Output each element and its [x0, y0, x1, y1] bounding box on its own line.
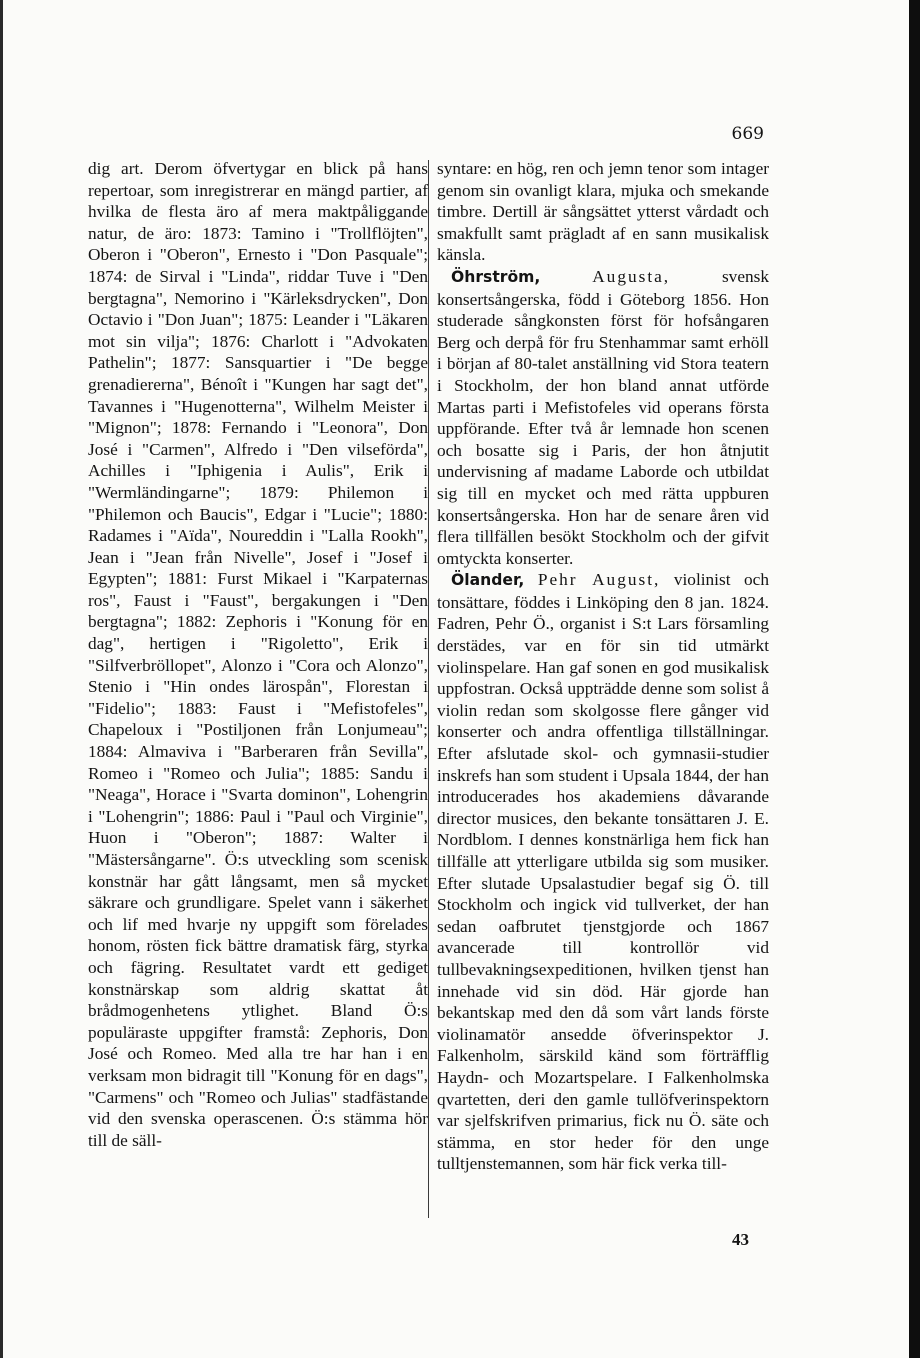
entry-olander-given: Pehr August,	[537, 570, 661, 590]
entry-olander-text: violinist och tonsättare, föddes i Linköping den 8 jan. 1824. Fadren, Pehr Ö., organist i S:t Lars församling derstädes, var en för sin tid utmärkt violinspelare. Han gaf sonen en god musikalisk uppfostran. Också uppträdde denne som solist å violin redan som skolgosse flere gånger vid konserter och andra offentliga tillställningar. Efter afslutade skol- och gymnasii-studier inskrefs han som student i Upsala 1844, der han introducerades hos akademiens dåvarande director musices, den bekante tonsättaren J. E. Nordblom. I dennes konstnärliga hem fick han tillfälle att ytterligare utbilda sig som musiker. Efter slutade Upsalastudier begaf sig Ö. till Stockholm och ingick vid tullverket, der han sedan oafbrutet tjenstgjorde och 1867 avancerade till kontrollör vid tullbevakningsexpeditionen, hvilken tjenst han innehade vid sin död. Här gjorde han bekantskap med den då som vårt lands förste violinamatör ansedde öfverinspektor J. Falkenholm, särskild känd som förträfflig Haydn- och Mozartspelare. I Falkenholmska qvartetten, deri den gamle tullöfverinspektorn var sjelfskrifven primarius, fick nu Ö. säte och stämma, en stor heder för den unge tulltjenstemannen, som här fick verka till-	[437, 570, 769, 1174]
left-column	[88, 158, 428, 1151]
entry-ohrstrom-surname: Öhrström,	[451, 267, 541, 286]
column-divider	[428, 160, 429, 1218]
signature-mark: 43	[732, 1230, 749, 1249]
scan-edge-right	[909, 0, 920, 1358]
scan-edge-left	[0, 0, 3, 1358]
entry-ohrstrom-given: Augusta,	[592, 266, 671, 286]
entry-ohrstrom-text: svensk konsertsångerska, född i Göteborg 1856. Hon studerade sångkonsten först för hofsångaren Berg och derpå för fru Stenhammar samt erhöll i början af 80-talet anställning vid Stora teatern i Stockholm, der hon bland annat utförde Martas parti i Mefistofeles vid operans första uppförande. Efter två år lemnade hon scenen och bosatte sig i Paris, der hon åtnjutit undervisning af madame Laborde och utbildat sig till en mycket och med rätta uppburen konsertsångerska. Hon har de senare åren vid flera tillfällen besökt Stockholm och der gifvit omtyckta konserter.	[437, 266, 769, 568]
entry-olander	[437, 569, 769, 1175]
left-column-text: dig art. Derom öfvertygar en blick på hans repertoar, som inregistrerar en mängd partier, af hvilka de flesta äro af mera maktpåliggande natur, de äro: 1873: Tamino i "Trollflöjten", Oberon i "Oberon", Ernesto i "Don Pasquale"; 1874: de Sirval i "Linda", riddar Tuve i "Den bergtagna", Nemorino i "Kärleksdrycken", Don Octavio i "Don Juan"; 1875: Leander i "Läkaren mot sin vilja"; 1876: Charlott i "Advokaten Pathelin"; 1877: Sansquartier i "De begge grenadiererna", Bénoît i "Kungen har sagt det", Tavannes i "Hugenotterna", Wilhelm Meister i "Mignon"; 1878: Fernando i "Leonora", Don José i "Carmen", Alfredo i "Den vilseförda", Achilles i "Iphigenia i Aulis", Erik i "Wermländingarne"; 1879: Philemon i "Philemon och Baucis", Edgar i "Lucie"; 1880: Radames i "Aïda", Noureddin i "Lalla Rookh", Jean i "Jean från Nivelle", Josef i "Josef i Egypten"; 1881: Furst Mikael i "Karpaternas ros", Faust i "Faust", bergakungen i "Den bergtagna"; 1882: Zephoris i "Konung för en dag", hertigen i "Rigoletto", Erik i "Silfverbröllopet", Alonzo i "Cora och Alonzo", Stenio i "Hin ondes lärospån", Florestan i "Fidelio"; 1883: Faust i "Mefistofeles", Chapeloux i "Postiljonen från Lonjumeau"; 1884: Almaviva i "Barberaren från Sevilla", Romeo i "Romeo och Julia"; 1885: Sandu i "Neaga", Horace i "Svarta dominon", Lohengrin i "Lohengrin"; 1886: Paul i "Paul och Virginie", Huon i "Oberon"; 1887: Walter i "Mästersångarne". Ö:s utveckling som scenisk konstnär har gått långsamt, men så mycket säkrare och grundligare. Spelet vann i säkerhet och lif med hvarje ny uppgift som förelades honom, rösten fick bättre dramatisk färg, styrka och fägring. Resultatet vardt ett gediget konstnärskap som aldrig skattat åt brådmogenhetens ytlighet. Bland Ö:s populäraste uppgifter framstå: Zephoris, Don José och Romeo. Med alla tre har han i en verksam mon bidragit till "Konung för en dags", "Carmens" och "Romeo och Julias" stadfästande vid den svenska operascenen. Ö:s stämma hör till de säll-	[88, 159, 428, 1150]
continuation-text: syntare: en hög, ren och jemn tenor som intager genom sin ovanligt klara, mjuka och smekande timbre. Dertill är sångsättet ytterst vårdadt och smakfullt samt prägladt af en sann musikalisk känsla.	[437, 159, 769, 265]
right-column	[437, 158, 769, 1175]
entry-ohrstrom	[437, 266, 769, 569]
entry-olander-surname: Ölander,	[451, 571, 525, 590]
page-number: 669	[731, 124, 764, 144]
